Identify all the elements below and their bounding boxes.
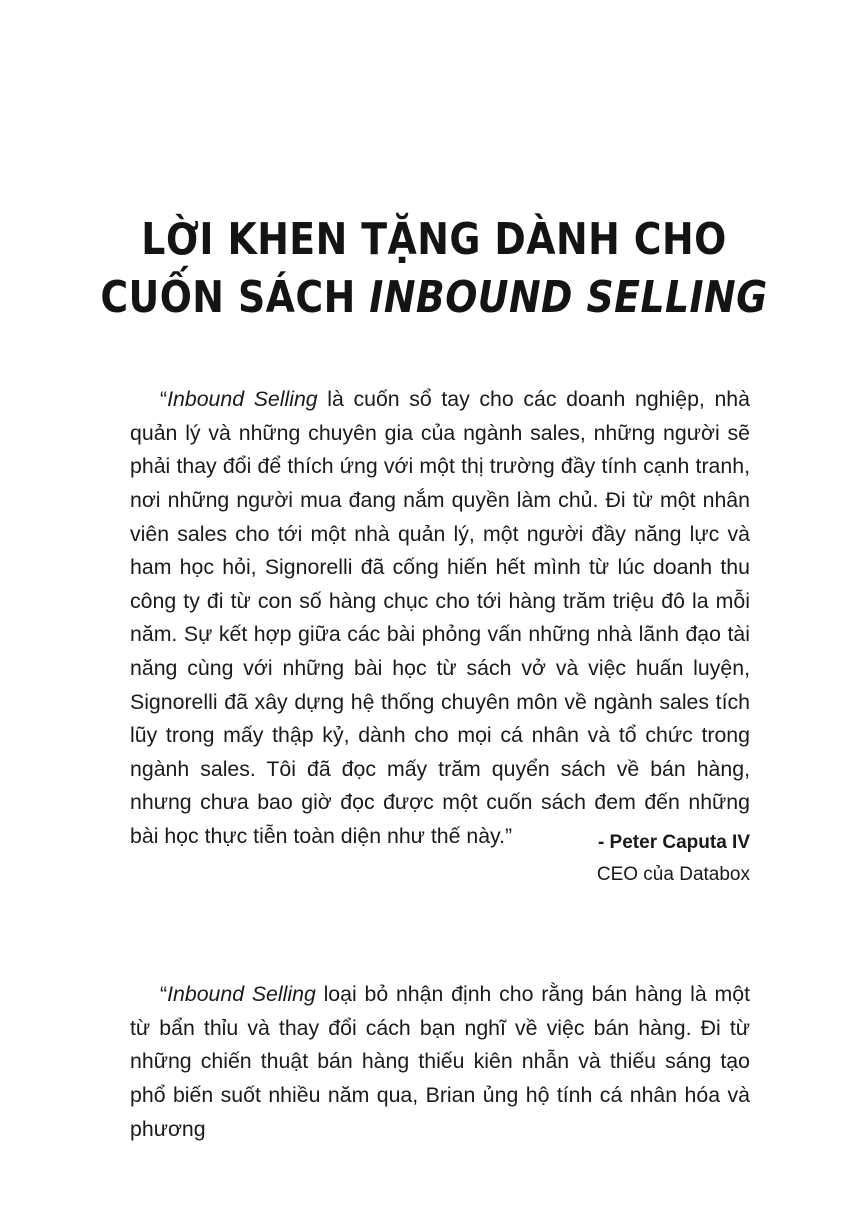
quote-book-name: Inbound Selling [167,982,316,1007]
testimonial-quote-2 [130,978,750,1146]
title-line-2-prefix: CUỐN SÁCH [100,272,370,324]
quote-body: là cuốn sổ tay cho các doanh nghiệp, nhà quản lý và những chuyên gia của ngành sales, những người sẽ phải thay đổi để thích ứng với một thị trường đầy tính cạnh tranh, nơi những người mua đang nắm quyền làm chủ. Đi từ một nhân viên sales cho tới một nhà quản lý, một người đầy năng lực và ham học hỏi, Signorelli đã cống hiến hết mình từ lúc doanh thu công ty đi từ con số hàng chục cho tới hàng trăm triệu đô la mỗi năm. Sự kết hợp giữa các bài phỏng vấn những nhà lãnh đạo tài năng cùng với những bài học từ sách vở và việc huấn luyện, Signorelli đã xây dựng hệ thống chuyên môn về ngành sales tích lũy trong mấy thập kỷ, dành cho mọi cá nhân và tổ chức trong ngành sales. Tôi đã đọc mấy trăm quyển sách về bán hàng, nhưng chưa bao giờ đọc được một cuốn sách đem đến những bài học thực tiễn toàn diện như thế này.” [130,387,750,849]
title-book-name: INBOUND SELLING [369,272,768,324]
quote-author: - Peter Caputa IV [597,832,750,853]
title-line-2 [61,269,807,327]
testimonial-quote-1 [130,383,750,853]
page-title [61,211,807,327]
quote-body: loại bỏ nhận định cho rằng bán hàng là một từ bẩn thỉu và thay đổi cách bạn nghĩ về việc bán hàng. Đi từ những chiến thuật bán hàng thiếu kiên nhẫn và thiếu sáng tạo phổ biến suốt nhiều năm qua, Brian ủng hộ tính cá nhân hóa và phương [130,982,750,1141]
title-line-1: LỜI KHEN TẶNG DÀNH CHO [141,214,727,266]
quote-author-role: CEO của Databox [596,864,750,885]
quote-open-mark: “ [160,982,168,1007]
quote-open-mark: “ [160,387,168,412]
quote-book-name: Inbound Selling [167,387,318,412]
